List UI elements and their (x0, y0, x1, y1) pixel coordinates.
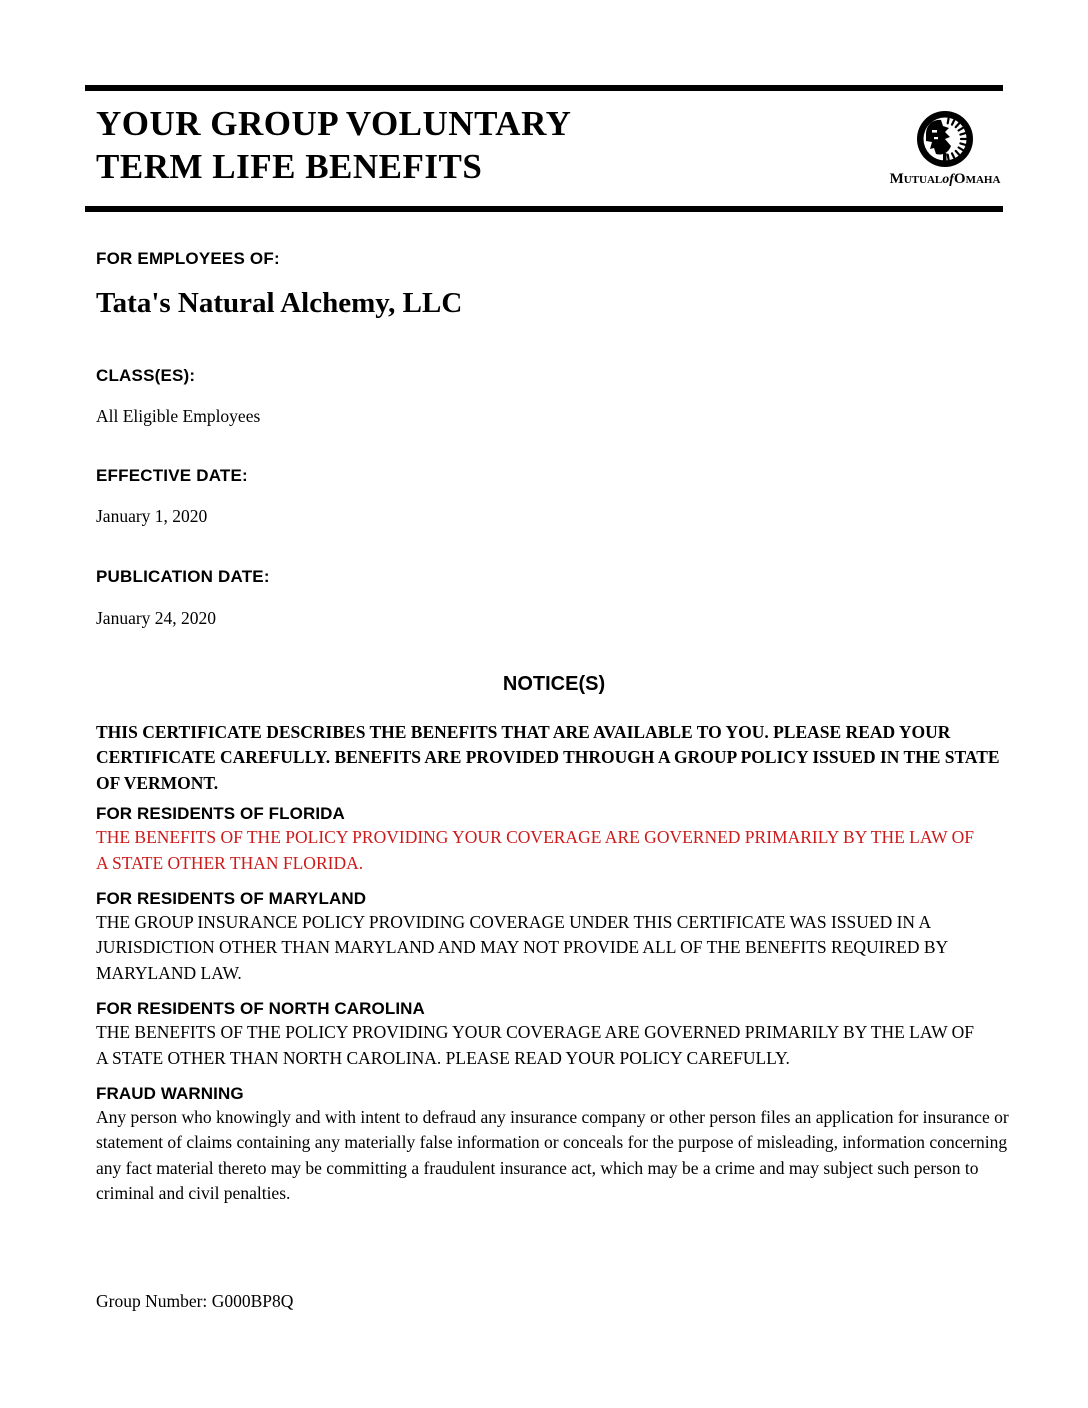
logo-word-of: of (942, 172, 954, 187)
page-title-line1: YOUR GROUP VOLUNTARY (96, 104, 572, 143)
effective-date-value: January 1, 2020 (96, 506, 208, 526)
group-number-label: Group Number: (96, 1291, 208, 1311)
classes-label: CLASS(ES): (96, 366, 196, 385)
florida-notice-body: THE BENEFITS OF THE POLICY PROVIDING YOUR COVERAGE ARE GOVERNED PRIMARILY BY THE LAW OF A STATE OTHER THAN FLORIDA. (96, 827, 975, 873)
masthead-bottom-rule (85, 206, 1003, 212)
notice-intro-paragraph: THIS CERTIFICATE DESCRIBES THE BENEFITS THAT ARE AVAILABLE TO YOU. PLEASE READ YOUR CERTIFICATE CAREFULLY. BENEFITS ARE PROVIDED THROUGH A GROUP POLICY ISSUED IN THE STATE OF VERMONT. (96, 722, 1000, 793)
page-title (96, 102, 571, 188)
classes-value: All Eligible Employees (96, 406, 261, 426)
employer-name: Tata's Natural Alchemy, LLC (96, 287, 463, 319)
content-column (96, 249, 1012, 1207)
north-carolina-notice-heading: FOR RESIDENTS OF NORTH CAROLINA (96, 999, 425, 1019)
masthead-top-rule (85, 85, 1003, 91)
for-employees-of-label: FOR EMPLOYEES OF: (96, 249, 280, 268)
fraud-warning-body: Any person who knowingly and with intent to defraud any insurance company or other person files an application for insurance or statement of claims containing any materially false information or conceals for the purpose of misleading, information concerning any fact material thereto may be committing a fraudulent insurance act, which may be a crime and may subject such person to criminal and civil penalties. (96, 1107, 1009, 1204)
publication-date-label: PUBLICATION DATE: (96, 567, 270, 586)
florida-notice-heading: FOR RESIDENTS OF FLORIDA (96, 804, 345, 824)
effective-date-label: EFFECTIVE DATE: (96, 466, 248, 485)
fraud-warning-heading: FRAUD WARNING (96, 1084, 244, 1104)
group-number-value: G000BP8Q (211, 1291, 294, 1311)
page-title-line2: TERM LIFE BENEFITS (96, 147, 483, 186)
logo-word-mutual: Mutual (889, 171, 943, 187)
group-number-line (96, 1291, 293, 1311)
logo-word-omaha: Omaha (953, 171, 1001, 187)
maryland-notice-heading: FOR RESIDENTS OF MARYLAND (96, 889, 367, 909)
north-carolina-notice-body: THE BENEFITS OF THE POLICY PROVIDING YOUR COVERAGE ARE GOVERNED PRIMARILY BY THE LAW OF A STATE OTHER THAN NORTH CAROLINA. PLEASE READ YOUR POLICY CAREFULLY. (96, 1022, 975, 1068)
chief-head-icon (889, 108, 1001, 170)
logo-wordmark (889, 171, 1001, 188)
notices-heading: NOTICE(S) (502, 673, 606, 695)
maryland-notice-body: THE GROUP INSURANCE POLICY PROVIDING COVERAGE UNDER THIS CERTIFICATE WAS ISSUED IN A JURISDICTION OTHER THAN MARYLAND AND MAY NOT PROVIDE ALL OF THE BENEFITS REQUIRED BY MARYLAND LAW. (96, 912, 948, 983)
mutual-of-omaha-logo (889, 108, 1001, 188)
publication-date-value: January 24, 2020 (96, 608, 217, 628)
